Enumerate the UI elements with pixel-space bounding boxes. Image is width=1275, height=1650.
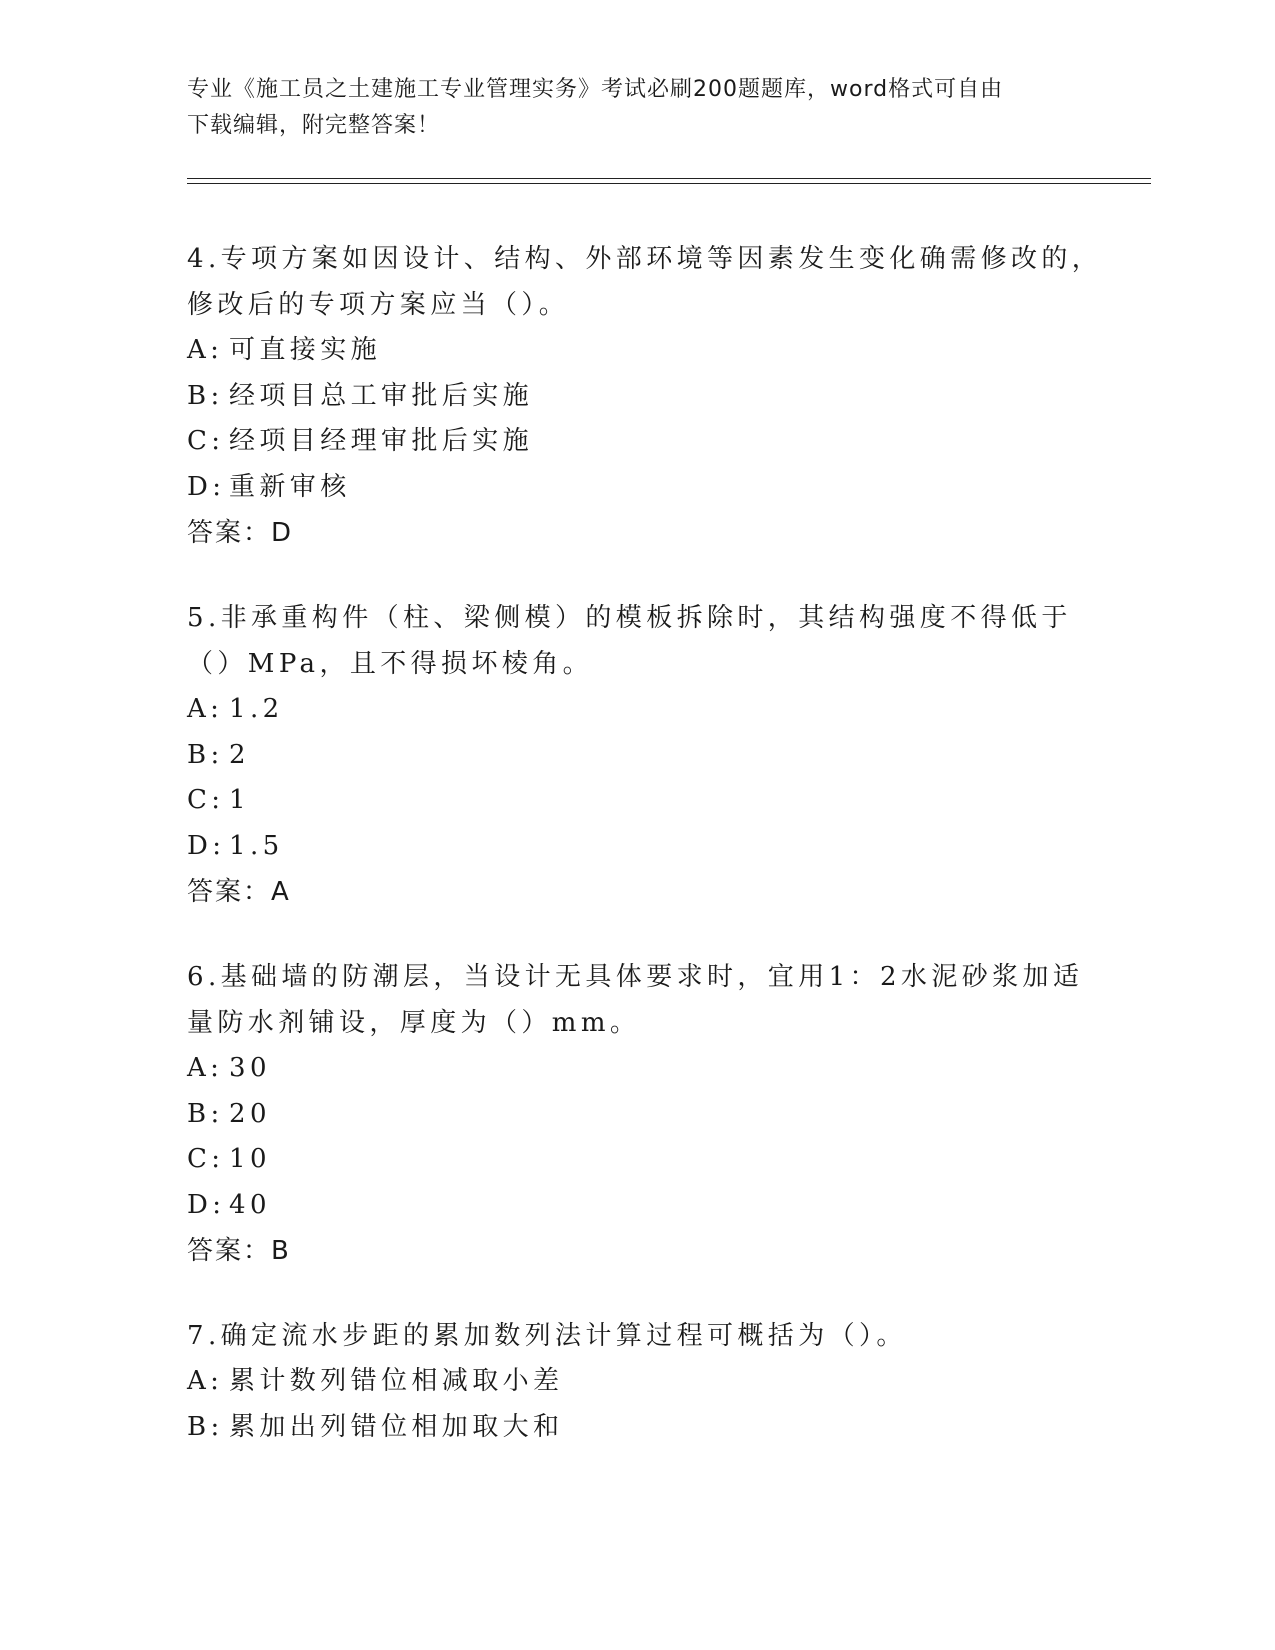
option-text: 1.5 xyxy=(229,830,284,861)
option-d xyxy=(187,824,1107,870)
question-6 xyxy=(187,954,1107,1274)
option-b xyxy=(187,733,1107,779)
option-b xyxy=(187,1092,1107,1138)
option-key: B: xyxy=(187,1098,224,1129)
option-key: C: xyxy=(187,785,225,815)
option-d xyxy=(187,1183,1107,1229)
option-key: C: xyxy=(187,426,225,456)
question-list xyxy=(187,236,1107,1489)
question-5 xyxy=(187,595,1107,915)
question-text: 6.基础墙的防潮层，当设计无具体要求时，宜用1：2水泥砂浆加适量防水剂铺设，厚度为（）mm。 xyxy=(187,962,1084,1038)
option-key: A: xyxy=(187,694,224,724)
option-key: D: xyxy=(187,471,226,502)
option-key: B: xyxy=(187,380,224,411)
option-text: 20 xyxy=(229,1098,271,1129)
option-key: D: xyxy=(187,1189,226,1220)
option-text: 1.2 xyxy=(229,694,284,724)
option-a xyxy=(187,1359,1107,1405)
option-text: 累加出列错位相加取大和 xyxy=(229,1411,564,1442)
option-c xyxy=(187,1137,1107,1183)
header-line-2: 下载编辑，附完整答案！ xyxy=(187,113,441,138)
header-divider-top xyxy=(187,178,1151,179)
option-text: 1 xyxy=(229,785,250,815)
option-c xyxy=(187,419,1107,465)
option-c xyxy=(187,778,1107,824)
option-d xyxy=(187,465,1107,511)
option-text: 2 xyxy=(229,739,250,770)
option-key: A: xyxy=(187,1366,224,1396)
question-text: 7.确定流水步距的累加数列法计算过程可概括为（）。 xyxy=(187,1321,907,1351)
option-key: C: xyxy=(187,1144,225,1174)
question-4 xyxy=(187,236,1107,556)
option-key: A: xyxy=(187,335,224,365)
option-text: 30 xyxy=(229,1053,271,1083)
document-header xyxy=(187,72,1067,144)
question-text: 5.非承重构件（柱、梁侧模）的模板拆除时，其结构强度不得低于（）MPa，且不得损坏棱角。 xyxy=(187,603,1072,679)
question-text: 4.专项方案如因设计、结构、外部环境等因素发生变化确需修改的，修改后的专项方案应当（）。 xyxy=(187,244,1103,320)
option-key: A: xyxy=(187,1053,224,1083)
option-b xyxy=(187,1405,1107,1451)
option-b xyxy=(187,374,1107,420)
option-a xyxy=(187,687,1107,733)
option-text: 40 xyxy=(229,1189,271,1220)
option-text: 重新审核 xyxy=(229,471,351,502)
answer: 答案：B xyxy=(187,1236,291,1266)
option-text: 可直接实施 xyxy=(229,335,382,365)
answer: 答案：A xyxy=(187,877,291,907)
option-text: 10 xyxy=(229,1144,271,1174)
option-text: 经项目经理审批后实施 xyxy=(229,426,534,456)
header-divider-bottom xyxy=(187,183,1151,184)
header-line-1: 专业《施工员之土建施工专业管理实务》考试必刷200题题库，word格式可自由 xyxy=(187,77,1004,102)
option-key: B: xyxy=(187,739,224,770)
option-a xyxy=(187,328,1107,374)
option-a xyxy=(187,1046,1107,1092)
option-key: D: xyxy=(187,830,226,861)
option-text: 经项目总工审批后实施 xyxy=(229,380,534,411)
answer: 答案：D xyxy=(187,518,294,548)
option-text: 累计数列错位相减取小差 xyxy=(229,1366,564,1396)
question-7 xyxy=(187,1313,1107,1450)
option-key: B: xyxy=(187,1411,224,1442)
